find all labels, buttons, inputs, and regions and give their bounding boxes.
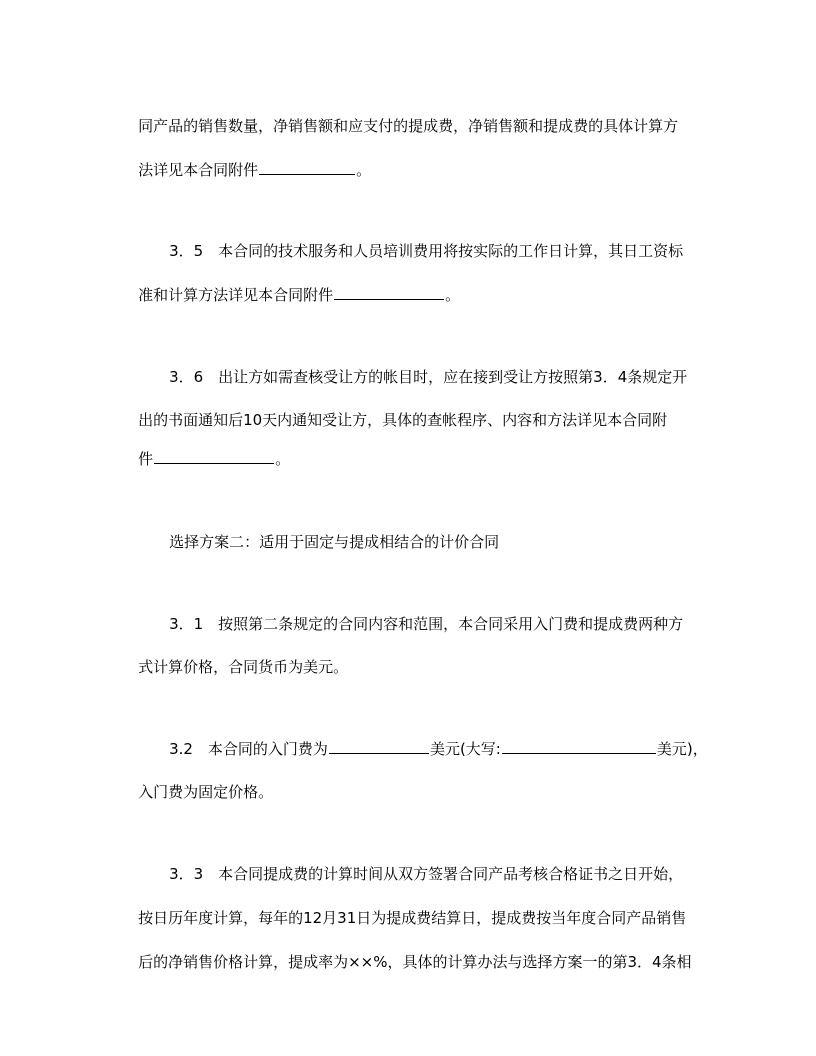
text-run: 美元)， [656, 740, 708, 758]
text-run: 按日历年度计算，每年的12月31日为提成费结算日，提成费按当年度合同产品销售 [138, 909, 687, 927]
text-run: 。 [275, 450, 291, 468]
text-run: 3.2 本合同的入门费为 [169, 740, 328, 758]
fill-in-blank [329, 739, 429, 754]
text-run: 选择方案二：适用于固定与提成相结合的计价合同 [169, 533, 500, 551]
paragraph-2-line-1 [119, 390, 668, 429]
text-run: 同产品的销售数量，净销售额和应支付的提成费，净销售额和提成费的具体计算方 [138, 117, 679, 135]
paragraph-0-line-0 [119, 96, 679, 135]
fill-in-blank [259, 160, 355, 175]
fill-in-blank [502, 739, 656, 754]
text-run: 式计算价格，合同货币为美元。 [138, 658, 349, 676]
text-run: 出的书面通知后10天内通知受让方，具体的查帐程序、内容和方法详见本合同附 [138, 411, 668, 429]
text-run: 美元(大写: [429, 740, 501, 758]
paragraph-2-line-0 [150, 347, 688, 386]
paragraph-0-line-1 [119, 140, 372, 179]
text-run: 准和计算方法详见本合同附件 [138, 286, 334, 304]
text-run: 法详见本合同附件 [138, 161, 259, 179]
paragraph-5-line-0 [150, 719, 708, 758]
paragraph-1-line-0 [150, 221, 684, 260]
text-run: 3．3 本合同提成费的计算时间从双方签署合同产品考核合格证书之日开始， [169, 865, 684, 883]
text-run: 3．1 按照第二条规定的合同内容和范围，本合同采用入门费和提成费两种方 [169, 615, 684, 633]
paragraph-6-line-0 [150, 844, 684, 883]
fill-in-blank [154, 449, 274, 464]
text-run: 入门费为固定价格。 [138, 783, 274, 801]
text-run: 3．6 出让方如需查核受让方的帐目时，应在接到受让方按照第3．4条规定开 [169, 368, 688, 386]
paragraph-4-line-0 [150, 594, 684, 633]
paragraph-6-line-1 [119, 888, 687, 927]
paragraph-3-line-0 [150, 512, 500, 551]
paragraph-4-line-1 [119, 637, 349, 676]
paragraph-5-line-1 [119, 762, 274, 801]
text-run: 3．5 本合同的技术服务和人员培训费用将按实际的工作日计算，其日工资标 [169, 242, 684, 260]
paragraph-1-line-1 [119, 265, 461, 304]
text-run: 后的净销售价格计算，提成率为××%，具体的计算办法与选择方案一的第3．4条相 [138, 953, 692, 971]
text-run: 。 [356, 161, 372, 179]
paragraph-6-line-2 [119, 932, 692, 971]
fill-in-blank [334, 285, 444, 300]
text-run: 件 [138, 450, 154, 468]
paragraph-2-line-2 [119, 429, 291, 468]
text-run: 。 [445, 286, 461, 304]
